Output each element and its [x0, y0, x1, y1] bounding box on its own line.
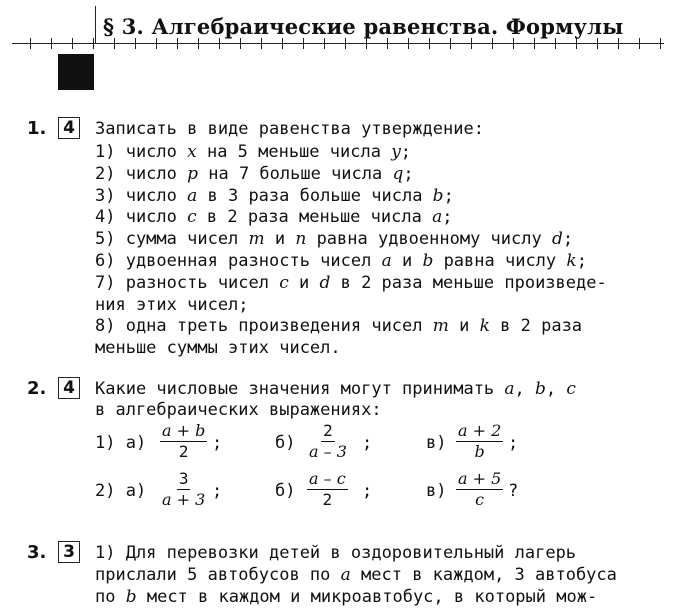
problem-3-level-badge: 3	[58, 541, 80, 563]
ruler-tick	[366, 38, 367, 49]
problem-3-line: по b мест в каждом и микроавтобус, в который мож-	[95, 587, 598, 607]
fraction-2b	[307, 469, 348, 510]
problem-3-line: 1) Для перевозки детей в оздоровительный лагерь	[95, 543, 577, 563]
problem-1-item: меньше суммы этих чисел.	[95, 338, 341, 359]
fraction-2b-numerator: a – c	[309, 469, 346, 488]
ruler-tick	[639, 38, 640, 49]
ruler-tick	[114, 38, 115, 49]
problem-2-row-2-label: 2) а)	[95, 481, 147, 501]
problem-1-item: 7) разность чисел c и d в 2 раза меньше произведе-	[95, 272, 607, 293]
problem-2-row-1-label: 1) а)	[95, 433, 147, 453]
problem-1-item: 6) удвоенная разность чисел a и b равна числу k;	[95, 251, 587, 271]
ruler-tick	[156, 38, 157, 49]
ruler-tick	[30, 38, 31, 49]
ruler-tick	[135, 38, 136, 49]
problem-1-item: 3) число a в 3 раза больше числа b;	[95, 185, 454, 206]
ruler-tick	[93, 38, 94, 49]
problem-2-level-badge: 4	[58, 377, 80, 399]
ruler-tick	[303, 38, 304, 49]
fraction-2a-numerator: 3	[178, 469, 189, 488]
semicolon: ;	[508, 433, 519, 453]
fraction-1b-denominator: a – 3	[309, 442, 347, 461]
ruler-tick	[534, 38, 535, 49]
ruler-tick	[471, 38, 472, 49]
fraction-2b-denominator: 2	[322, 490, 333, 509]
problem-1-item: 2) число p на 7 больше числа q;	[95, 163, 414, 184]
fraction-1b	[307, 421, 349, 462]
ruler-tick	[450, 38, 451, 49]
fraction-1a-denominator: 2	[178, 442, 189, 461]
fraction-2a	[160, 469, 207, 510]
header-vertical-rule	[95, 6, 96, 44]
problem-1-item: ния этих чисел;	[95, 294, 249, 315]
fraction-2v-numerator: a + 5	[458, 469, 502, 488]
fraction-1a-numerator: a + b	[162, 421, 206, 440]
question-mark: ?	[508, 481, 519, 501]
problem-2-number: 2.	[27, 378, 47, 399]
ruler-tick	[429, 38, 430, 49]
ruler-tick	[597, 38, 598, 49]
ruler-tick	[555, 38, 556, 49]
problem-1-number: 1.	[27, 118, 47, 139]
header-horizontal-rule	[12, 43, 664, 44]
problem-1-intro: Записать в виде равенства утверждение:	[95, 119, 484, 139]
ruler-tick	[261, 38, 262, 49]
semicolon: ;	[212, 433, 223, 453]
section-title: § 3. Алгебраические равенства. Формулы	[103, 14, 624, 39]
ruler-tick	[660, 38, 661, 49]
fraction-1a	[160, 421, 207, 462]
problem-2-row-2-v-label: в)	[426, 481, 447, 501]
fraction-2v	[456, 469, 503, 510]
problem-2-row-2-b-label: б)	[275, 481, 296, 501]
semicolon: ;	[362, 433, 373, 453]
problem-1-level-badge: 4	[58, 117, 80, 139]
fraction-2v-denominator: c	[475, 490, 485, 509]
problem-2-row-1-v-label: в)	[426, 433, 447, 453]
problem-3-number: 3.	[27, 542, 47, 563]
ruler-tick	[408, 38, 409, 49]
problem-1-item: 5) сумма чисел m и n равна удвоенному числу d;	[95, 229, 574, 250]
ruler-tick	[492, 38, 493, 49]
semicolon: ;	[212, 481, 223, 501]
problem-2-intro-line-2: в алгебраических выражениях:	[95, 400, 382, 420]
ruler-tick	[324, 38, 325, 49]
ruler-tick	[282, 38, 283, 49]
problem-3-line: прислали 5 автобусов по a мест в каждом, 3 автобуса	[95, 565, 617, 585]
ruler-tick	[345, 38, 346, 49]
problem-2-intro-line-1: Какие числовые значения могут принимать a, b, c	[95, 379, 576, 399]
problem-1-item: 1) число x на 5 меньше числа y;	[95, 142, 412, 162]
ruler-tick	[387, 38, 388, 49]
problem-1-item: 8) одна треть произведения чисел m и k в 2 раза	[95, 316, 583, 337]
ruler-tick	[618, 38, 619, 49]
problem-2-row-1-b-label: б)	[275, 433, 296, 453]
problem-1-item: 4) число c в 2 раза меньше числа a;	[95, 207, 453, 228]
ruler-tick	[198, 38, 199, 49]
ruler-tick	[219, 38, 220, 49]
ruler-tick	[177, 38, 178, 49]
fraction-2a-denominator: a + 3	[162, 490, 206, 509]
ruler-tick	[72, 38, 73, 49]
fraction-1b-numerator: 2	[323, 421, 333, 440]
semicolon: ;	[362, 481, 373, 501]
fraction-1v-denominator: b	[474, 442, 485, 461]
ruler-tick	[240, 38, 241, 49]
fraction-1v	[456, 421, 503, 462]
ruler-tick	[51, 38, 52, 49]
section-marker-square	[58, 54, 94, 90]
ruler-tick	[513, 38, 514, 49]
fraction-1v-numerator: a + 2	[458, 421, 502, 440]
ruler-tick	[576, 38, 577, 49]
